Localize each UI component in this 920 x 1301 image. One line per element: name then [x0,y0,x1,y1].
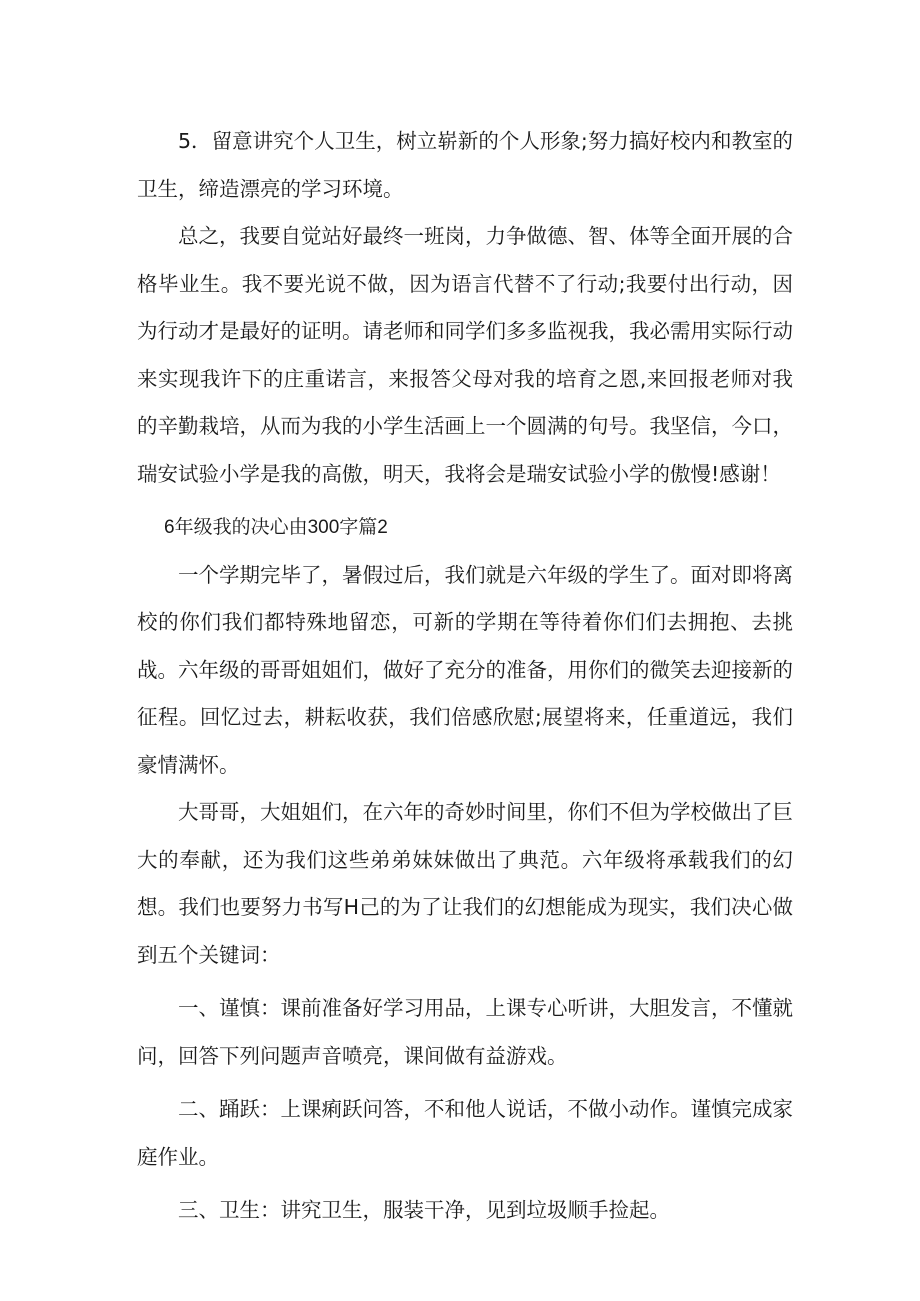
keyword-item-3: 三、卫生：讲究卫生，服装干净，见到垃圾顺手捡起。 [178,1198,670,1222]
paragraph-hygiene-point-5: 5．留意讲究个人卫生，树立崭新的个人形象;努力搞好校内和教室的卫生，缔造漂亮的学习环境。 [137,129,793,201]
keyword-item-1: 一、谨慎：课前准备好学习用品，上课专心听讲，大胆发言，不懂就问，回答下列问题声音喷亮，课间做有益游戏。 [137,996,793,1068]
paragraph-conclusion: 总之，我要自觉站好最终一班岗，力争做德、智、体等全面开展的合格毕业生。我不要光说不做，因为语言代替不了行动;我要付出行动，因为行动才是最好的证明。请老师和同学们多多监视我，我必需用实际行动来实现我许下的庄重诺言，来报答父母对我的培育之恩,来回报老师对我的辛勤栽培，从而为我的小学生活画上一个圆满的句号。我坚信，今口，瑞安试验小学是我的高傲，明天，我将会是瑞安试验小学的傲慢!感谢！ [137,224,793,486]
paragraph-intro: 一个学期完毕了，暑假过后，我们就是六年级的学生了。面对即将离校的你们我们都特殊地留恋，可新的学期在等待着你们们去拥抱、去挑战。六年级的哥哥姐姐们，做好了充分的准备，用你们的微笑去迎接新的征程。回忆过去，耕耘收获，我们倍感欣慰;展望将来，任重道远，我们豪情满怀。 [137,562,793,777]
section-heading: 6年级我的决心由300字篇2 [164,517,388,538]
keyword-item-2: 二、踊跃：上课痢跃问答，不和他人说话，不做小动作。谨慎完成家庭作业。 [137,1097,793,1169]
document-body [137,118,793,1235]
paragraph-keywords-intro: 大哥哥，大姐姐们，在六年的奇妙时间里，你们不但为学校做出了巨大的奉献，还为我们这些弟弟妹妹做出了典范。六年级将承载我们的幻想。我们也要努力书写H己的为了让我们的幻想能成为现实，我们决心做到五个关键词： [137,800,793,967]
